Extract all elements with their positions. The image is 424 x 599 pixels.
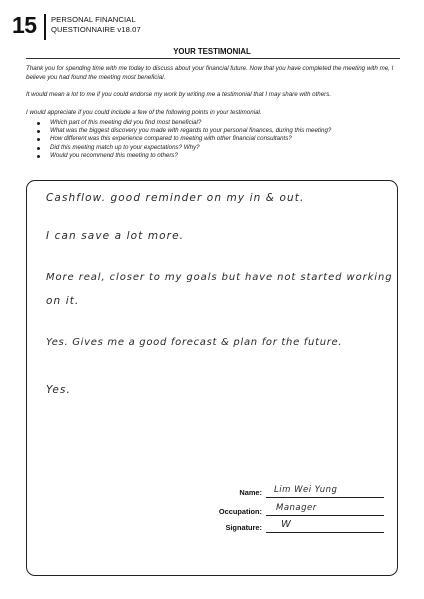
- testimonial-line-5: Yes.: [46, 384, 71, 396]
- testimonial-line-3b: on it.: [46, 295, 80, 307]
- section-title: YOUR TESTIMONIAL: [173, 47, 251, 56]
- testimonial-line-3a: More real, closer to my goals but have not started working: [46, 272, 393, 283]
- testimonial-points-list: [36, 119, 402, 160]
- signature-mark: W: [281, 519, 292, 530]
- form-title: [51, 15, 141, 35]
- signature-label: Signature:: [225, 523, 262, 532]
- testimonial-line-4: Yes. Gives me a good forecast & plan for the future.: [46, 337, 343, 348]
- testimonial-line-1: Cashflow. good reminder on my in & out.: [46, 192, 305, 204]
- list-item: How different was this experience compared to meeting with other financial consultants?: [36, 135, 402, 143]
- intro-paragraph-3: I would appreciate if you could include a few of the following points in your testimonial.: [26, 109, 262, 116]
- list-item: What was the biggest discovery you made with regards to your personal finances, during this meeting?: [36, 127, 402, 135]
- occupation-label: Occupation:: [218, 507, 262, 516]
- intro-paragraph-2: It would mean a lot to me if you could endorse my work by writing me a testimonial that I may share with others.: [26, 91, 332, 98]
- section-divider: [26, 58, 400, 59]
- name-value: Lim Wei Yung: [274, 485, 338, 495]
- form-title-line2: QUESTIONNAIRE v18.07: [51, 25, 141, 34]
- name-label: Name:: [239, 488, 262, 497]
- page-number: 15: [12, 12, 37, 38]
- list-item: Would you recommend this meeting to others?: [36, 152, 402, 160]
- testimonial-line-2: I can save a lot more.: [46, 230, 185, 242]
- occupation-underline: [266, 515, 384, 516]
- intro-paragraph-1: Thank you for spending time with me today to discuss about your financial future. Now that you have completed the meeting with me, I believe you had found the meeting most beneficial.: [26, 65, 394, 81]
- occupation-value: Manager: [276, 503, 317, 513]
- list-item: Did this meeting match up to your expectations? Why?: [36, 144, 402, 152]
- list-item: Which part of this meeting did you find most beneficial?: [36, 119, 402, 127]
- form-title-line1: PERSONAL FINANCIAL: [51, 15, 136, 24]
- signature-underline: [266, 532, 384, 533]
- name-underline: [266, 497, 384, 498]
- header-divider: [44, 14, 46, 40]
